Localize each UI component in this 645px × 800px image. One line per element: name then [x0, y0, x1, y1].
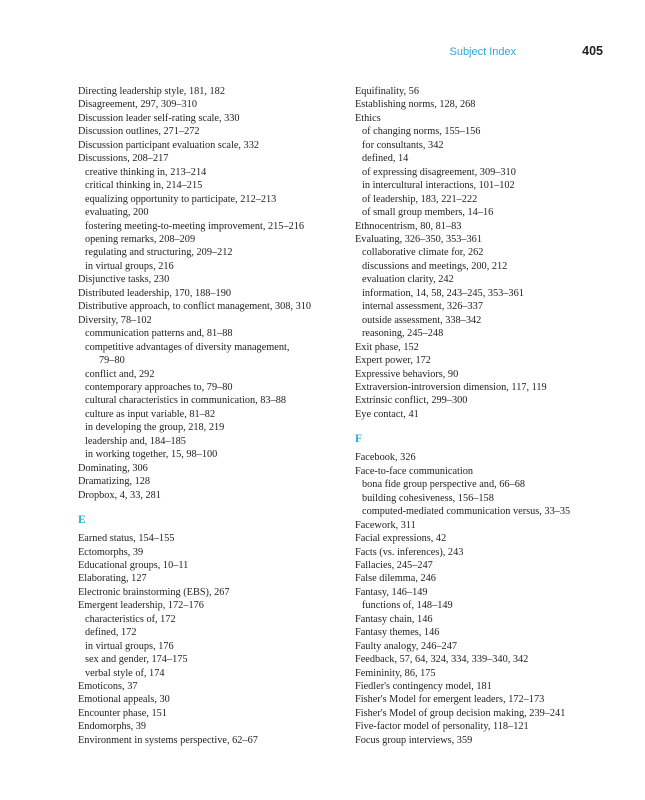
- index-entry: Exit phase, 152: [355, 341, 419, 353]
- index-entry: Disagreement, 297, 309–310: [78, 99, 197, 111]
- index-entry: Disjunctive tasks, 230: [78, 274, 170, 286]
- index-entry: Directing leadership style, 181, 182: [78, 86, 225, 97]
- index-subentry: cultural characteristics in communication, 83–88: [85, 395, 287, 407]
- index-entry: Eye contact, 41: [355, 408, 419, 420]
- index-subentry: in developing the group, 218, 219: [85, 422, 225, 434]
- index-entry: Expert power, 172: [355, 355, 431, 367]
- index-subentry: in intercultural interactions, 101–102: [362, 180, 515, 192]
- index-subentry: competitive advantages of diversity management,: [85, 341, 290, 353]
- index-entry: Encounter phase, 151: [78, 707, 167, 719]
- index-entry: Facial expressions, 42: [355, 533, 447, 545]
- index-entry: Femininity, 86, 175: [355, 667, 436, 679]
- index-subentry: defined, 14: [362, 153, 409, 165]
- index-entry: Fantasy, 146–149: [355, 586, 428, 598]
- index-subentry: building cohesiveness, 156–158: [362, 492, 494, 504]
- index-subentry: regulating and structuring, 209–212: [85, 247, 233, 259]
- section-title: Subject Index: [449, 46, 517, 58]
- index-entry: Evaluating, 326–350, 353–361: [355, 233, 482, 245]
- index-entry: Feedback, 57, 64, 324, 334, 339–340, 342: [355, 654, 529, 666]
- index-subentry: conflict and, 292: [85, 368, 155, 380]
- section-letter: E: [78, 514, 86, 527]
- index-subentry: collaborative climate for, 262: [362, 247, 484, 259]
- index-entry: Educational groups, 10–11: [78, 559, 189, 571]
- index-entry: Fantasy chain, 146: [355, 613, 433, 625]
- index-entry: Ethnocentrism, 80, 81–83: [355, 220, 462, 232]
- index-subentry: creative thinking in, 213–214: [85, 166, 207, 178]
- index-subentry: computed-mediated communication versus, 33–35: [362, 506, 571, 518]
- index-entry: Endomorphs, 39: [78, 721, 147, 733]
- index-entry: Fisher's Model for emergent leaders, 172–173: [355, 694, 545, 706]
- index-subentry: equalizing opportunity to participate, 212–213: [85, 193, 277, 205]
- index-subentry: evaluating, 200: [85, 207, 149, 219]
- index-subentry: of small group members, 14–16: [362, 207, 494, 219]
- index-entry: Electronic brainstorming (EBS), 267: [78, 586, 230, 598]
- index-entry: Earned status, 154–155: [78, 533, 175, 545]
- index-entry: Extraversion-introversion dimension, 117, 119: [355, 381, 547, 393]
- index-entry: Distributed leadership, 170, 188–190: [78, 287, 232, 299]
- index-subentry: defined, 172: [85, 627, 137, 639]
- index-subentry: in working together, 15, 98–100: [85, 449, 218, 461]
- index-subentry: for consultants, 342: [362, 139, 444, 151]
- index-entry: Discussion leader self-rating scale, 330: [78, 112, 240, 124]
- index-entry: Dominating, 306: [78, 462, 148, 474]
- index-entry: Focus group interviews, 359: [355, 734, 473, 746]
- index-entry: Dropbox, 4, 33, 281: [78, 489, 161, 501]
- index-entry: Emergent leadership, 172–176: [78, 600, 204, 612]
- index-subentry: outside assessment, 338–342: [362, 314, 482, 326]
- index-subentry: functions of, 148–149: [362, 600, 453, 612]
- section-letter: F: [355, 433, 363, 446]
- index-subentry: bona fide group perspective and, 66–68: [362, 479, 525, 491]
- index-subentry: reasoning, 245–248: [362, 328, 444, 340]
- running-head: [449, 44, 603, 58]
- index-entry: Elaborating, 127: [78, 573, 147, 585]
- index-entry: Discussion outlines, 271–272: [78, 126, 200, 138]
- index-entry: Fantasy themes, 146: [355, 627, 440, 639]
- index-entry: Ectomorphs, 39: [78, 546, 144, 558]
- index-entry: Environment in systems perspective, 62–67: [78, 734, 258, 746]
- index-entry: Diversity, 78–102: [78, 314, 152, 326]
- index-subentry: of leadership, 183, 221–222: [362, 193, 478, 205]
- index-entry: Facework, 311: [355, 519, 416, 531]
- index-entry: Faulty analogy, 246–247: [355, 640, 458, 652]
- index-entry-continuation: 79–80: [99, 355, 125, 367]
- index-column-left: [78, 85, 348, 747]
- index-subentry: of expressing disagreement, 309–310: [362, 166, 516, 178]
- index-entry: Establishing norms, 128, 268: [355, 99, 476, 111]
- index-subentry: information, 14, 58, 243–245, 353–361: [362, 287, 524, 299]
- index-subentry: characteristics of, 172: [85, 613, 176, 625]
- index-subentry: in virtual groups, 216: [85, 260, 174, 272]
- index-subentry: verbal style of, 174: [85, 667, 165, 679]
- index-entry: Facts (vs. inferences), 243: [355, 546, 464, 558]
- index-subentry: of changing norms, 155–156: [362, 126, 481, 138]
- index-entry: Discussion participant evaluation scale, 332: [78, 139, 260, 151]
- index-entry: False dilemma, 246: [355, 573, 436, 585]
- index-subentry: internal assessment, 326–337: [362, 301, 483, 313]
- index-entry: Distributive approach, to conflict management, 308, 310: [78, 301, 312, 313]
- index-column-right: [355, 85, 625, 747]
- index-subentry: leadership and, 184–185: [85, 435, 186, 447]
- index-subentry: communication patterns and, 81–88: [85, 328, 233, 340]
- index-subentry: critical thinking in, 214–215: [85, 180, 203, 192]
- index-entry: Extrinsic conflict, 299–300: [355, 395, 468, 407]
- index-subentry: in virtual groups, 176: [85, 640, 174, 652]
- index-entry: Discussions, 208–217: [78, 153, 169, 165]
- index-subentry: opening remarks, 208–209: [85, 233, 196, 245]
- index-subentry: fostering meeting-to-meeting improvement, 215–216: [85, 220, 305, 232]
- index-entry: Facebook, 326: [355, 452, 416, 464]
- index-entry: Emotional appeals, 30: [78, 694, 170, 706]
- index-entry: Emoticons, 37: [78, 681, 138, 693]
- index-entry: Fiedler's contingency model, 181: [355, 681, 492, 693]
- index-entry: Dramatizing, 128: [78, 476, 151, 488]
- index-subentry: discussions and meetings, 200, 212: [362, 260, 508, 272]
- index-entry: Fallacies, 245–247: [355, 559, 433, 571]
- index-entry: Fisher's Model of group decision making, 239–241: [355, 707, 566, 719]
- index-subentry: culture as input variable, 81–82: [85, 408, 216, 420]
- index-entry: Face-to-face communication: [355, 465, 474, 477]
- index-entry: Five-factor model of personality, 118–121: [355, 721, 529, 733]
- index-subentry: sex and gender, 174–175: [85, 654, 188, 666]
- index-entry: Ethics: [355, 112, 381, 124]
- page-number: 405: [582, 44, 603, 58]
- index-entry: Expressive behaviors, 90: [355, 368, 459, 380]
- index-subentry: contemporary approaches to, 79–80: [85, 381, 233, 393]
- index-subentry: evaluation clarity, 242: [362, 274, 454, 286]
- index-entry: Equifinality, 56: [355, 86, 419, 97]
